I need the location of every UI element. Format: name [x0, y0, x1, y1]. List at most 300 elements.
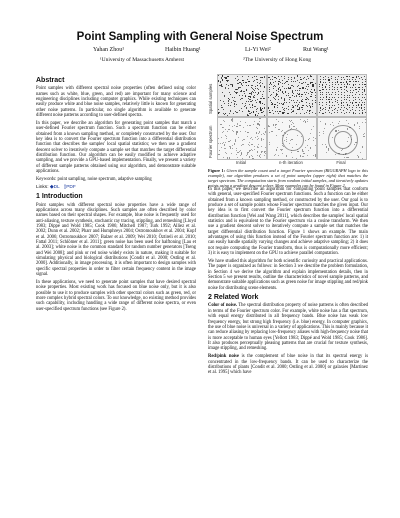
sample-dot	[257, 82, 258, 83]
sample-dot	[334, 112, 335, 113]
spectrum-speck	[237, 152, 238, 153]
sample-dot	[252, 100, 253, 101]
sample-dot	[256, 111, 257, 112]
sample-dot	[344, 95, 345, 96]
sample-dot	[233, 113, 234, 114]
sample-dot	[365, 81, 366, 82]
sample-dot	[328, 99, 329, 100]
sample-dot	[242, 95, 243, 96]
sample-dot	[260, 91, 261, 92]
spectrum-speck	[363, 136, 364, 137]
sample-dot	[293, 86, 294, 87]
sample-dot	[331, 107, 332, 108]
sample-dot	[361, 107, 362, 108]
spectrum-speck	[252, 156, 253, 157]
sample-dot	[284, 78, 285, 79]
sample-dot	[362, 97, 363, 98]
sample-dot	[218, 75, 219, 76]
sample-dot	[249, 93, 250, 94]
sample-dot	[310, 76, 311, 77]
sample-dot	[326, 102, 327, 103]
spectrum-speck	[276, 135, 277, 136]
sample-dot	[297, 86, 298, 87]
spectrum-speck	[258, 144, 259, 145]
sample-dot	[356, 92, 357, 93]
spectrum-speck	[300, 119, 301, 120]
spectrum-speck	[282, 130, 283, 131]
spectrum-speck	[224, 148, 225, 149]
spectrum-speck	[245, 131, 246, 132]
sample-dot	[325, 112, 326, 113]
spectrum-speck	[278, 155, 279, 156]
sample-dot	[355, 99, 356, 100]
pdf-link[interactable]: PDF	[66, 184, 76, 190]
sample-dot	[326, 94, 327, 95]
sample-dot	[290, 97, 291, 98]
sample-dot	[325, 107, 326, 108]
sample-dot	[322, 105, 323, 106]
sample-dot	[322, 84, 323, 85]
spectrum-speck	[325, 144, 326, 145]
sample-dot	[259, 83, 260, 84]
spectrum-speck	[244, 139, 245, 140]
sample-dot	[334, 109, 335, 110]
sample-dot	[359, 99, 360, 100]
intro-paragraph: Point samples with different spectral noise properties have a wide range of applications across many disciplines. Such samples are often described by color names based on their spectral shapes. For example, blue noise is frequently used for anti-aliasing, texture synthesis, stochastic ray tracing, stippling, and remeshing [Lloyd 1983; Dippé and Wold 1985; Cook 1986; Mitchell 1987; Turk 1992; Alliez et al. 2002; Dunn et al. 2002; Pharr and Humphreys 2004; Ostromoukhov et al. 2004; Kopf et al. 2006; Ostromoukhov 2007; Balzer et al. 2009; Wei 2010; Öztireli et al. 2010; Fattal 2011; Schlömer et al. 2011]; green noise has been used for halftoning [Lau et al. 2003]; white noise is the common standard for random number generators [Tseng and Wei 2008]; and pink or red noise widely exists in nature, making it suitable for simulating physical and biological distributions [Condit et al. 2000; Ostling et al. 2000]. Additionally, in image processing, it is often important to design samples with specific spectral properties in order to filter certain frequency content in the image signal.	[36, 202, 196, 278]
sample-dot	[364, 102, 365, 103]
sample-dot	[353, 97, 354, 98]
sample-dot	[250, 113, 251, 114]
sample-dot	[352, 87, 353, 88]
spectrum-speck	[269, 144, 270, 145]
sample-dot	[273, 113, 274, 114]
sample-dot	[297, 100, 298, 101]
sample-dot	[347, 104, 348, 105]
body-paragraph: We have studied this algorithm for both scientific curiosity and practical applications. The paper is organized as follows: in Section 3 we describe the problem formulation, in Section 4 we derive the algorithm and explain implementation details, then in Section 5 we present results, outline the characteristics of novel sample patterns, and demonstrate suitable applications such as green noise for image stippling and red/pink noise for distributing scene elements.	[208, 259, 368, 291]
paper-title: Point Sampling with General Noise Spectrum	[76, 31, 324, 43]
sample-dot	[257, 108, 258, 109]
sample-dot	[331, 76, 332, 77]
spectrum-speck	[236, 154, 237, 155]
spectrum-speck	[328, 148, 329, 149]
sample-dot	[278, 99, 279, 100]
spectrum-speck	[268, 126, 269, 127]
sample-dot	[359, 94, 360, 95]
sample-dot	[289, 99, 290, 100]
sample-dot	[242, 103, 243, 104]
sample-dot	[359, 84, 360, 85]
spectrum-speck	[347, 157, 348, 158]
col-label-initial: Initial	[235, 160, 247, 165]
spectrum-speck	[226, 138, 227, 139]
sample-dot	[279, 103, 280, 104]
spectrum-speck	[252, 150, 253, 151]
spectrum-speck	[305, 147, 306, 148]
sample-dot	[288, 79, 289, 80]
sample-dot	[337, 102, 338, 103]
spectrum-speck	[220, 124, 221, 125]
spectrum-speck	[339, 121, 340, 122]
sample-dot	[283, 103, 284, 104]
spectrum-speck	[315, 138, 316, 139]
sample-dot	[262, 94, 263, 95]
sample-dot	[352, 92, 353, 93]
spectrum-speck	[275, 125, 276, 126]
spectrum-speck	[326, 152, 327, 153]
sample-dot	[291, 81, 292, 82]
sample-dot	[237, 80, 238, 81]
sample-dot	[286, 81, 287, 82]
sample-dot	[308, 93, 309, 94]
spectrum-speck	[330, 124, 331, 125]
sample-dot	[350, 110, 351, 111]
sample-dot	[296, 113, 297, 114]
sample-dot	[269, 89, 270, 90]
spectrum-speck	[236, 126, 237, 127]
sample-dot	[307, 106, 308, 107]
sample-dot	[337, 100, 338, 101]
spectrum-speck	[293, 123, 294, 124]
sample-dot	[231, 102, 232, 103]
sample-dot	[349, 81, 350, 82]
sample-dot	[311, 89, 312, 90]
sample-dot	[283, 93, 284, 94]
sample-dot	[335, 79, 336, 80]
spectrum-speck	[259, 131, 260, 132]
spectrum-speck	[226, 136, 227, 137]
spectrum-speck	[222, 143, 223, 144]
sample-dot	[306, 86, 307, 87]
sample-dot	[361, 100, 362, 101]
sample-dot	[271, 84, 272, 85]
sample-dot	[220, 85, 221, 86]
sample-dot	[272, 79, 273, 80]
sample-dot	[299, 88, 300, 89]
sample-dot	[346, 81, 347, 82]
sample-dot	[251, 101, 252, 102]
spectrum-speck	[282, 122, 283, 123]
sample-dot	[243, 91, 244, 92]
sample-dot	[222, 86, 223, 87]
spectrum-speck	[232, 145, 233, 146]
sample-dot	[338, 107, 339, 108]
sample-dot	[262, 96, 263, 97]
sample-dot	[227, 115, 228, 116]
sample-dot	[302, 109, 303, 110]
sample-dot	[362, 102, 363, 103]
sample-dot	[332, 86, 333, 87]
sample-dot	[262, 103, 263, 104]
spectrum-speck	[228, 141, 229, 142]
spectrum-speck	[259, 155, 260, 156]
sample-dot	[260, 98, 261, 99]
sample-dot	[282, 80, 283, 81]
spectrum-speck	[320, 121, 321, 122]
spectrum-speck	[307, 145, 308, 146]
sample-dot	[362, 87, 363, 88]
sample-dot	[278, 91, 279, 92]
spectrum-speck	[251, 144, 252, 145]
sample-dot	[308, 86, 309, 87]
sample-dot	[353, 100, 354, 101]
sample-dot	[273, 88, 274, 89]
spectrum-speck	[254, 121, 255, 122]
sample-dot	[305, 94, 306, 95]
sample-dot	[237, 112, 238, 113]
sample-dot	[310, 110, 311, 111]
sample-dot	[279, 87, 280, 88]
sample-dot	[340, 87, 341, 88]
spectrum-speck	[227, 157, 228, 158]
sample-dot	[264, 115, 265, 116]
sample-dot	[275, 86, 276, 87]
caption-text: Given the sample count and a target Fourier spectrum (BIGGRAPH logo in this example), our algorithm produces a set of point samples (upper right) that matches the target spectrum. The computation starts from random initial samples, and iteratively updates points using a gradient descent solver. More examples can be found in Figure 2.	[208, 168, 368, 188]
spatial-initial-panel	[217, 74, 267, 117]
spectrum-speck	[307, 155, 308, 156]
spectrum-speck	[218, 143, 219, 144]
sample-dot	[319, 90, 320, 91]
sample-dot	[249, 113, 250, 114]
spectrum-speck	[359, 128, 360, 129]
sample-dot	[292, 111, 293, 112]
sample-dot	[326, 84, 327, 85]
sample-dot	[260, 86, 261, 87]
sample-dot	[331, 99, 332, 100]
sample-dot	[320, 94, 321, 95]
sample-dot	[326, 92, 327, 93]
sample-dot	[249, 81, 250, 82]
sample-dot	[256, 76, 257, 77]
sample-dot	[255, 106, 256, 107]
sample-dot	[350, 102, 351, 103]
sample-dot	[358, 104, 359, 105]
sample-dot	[322, 99, 323, 100]
sample-dot	[329, 94, 330, 95]
sample-dot	[218, 109, 219, 110]
sample-dot	[299, 96, 300, 97]
sample-dot	[341, 112, 342, 113]
sample-dot	[228, 103, 229, 104]
sample-dot	[340, 82, 341, 83]
sample-dot	[307, 76, 308, 77]
sample-dot	[364, 104, 365, 105]
sample-dot	[358, 87, 359, 88]
sample-dot	[291, 77, 292, 78]
author-name: Rui Wang¹	[303, 47, 329, 53]
sample-dot	[224, 103, 225, 104]
dl-link-icon[interactable]: ◆	[49, 184, 54, 190]
sample-dot	[341, 107, 342, 108]
sample-dot	[288, 88, 289, 89]
spectrum-speck	[233, 131, 234, 132]
sample-dot	[358, 76, 359, 77]
sample-dot	[275, 99, 276, 100]
spectrum-speck	[277, 147, 278, 148]
sample-dot	[232, 85, 233, 86]
sample-dot	[337, 112, 338, 113]
sample-dot	[308, 99, 309, 100]
spectrum-speck	[323, 133, 324, 134]
spectrum-speck	[274, 155, 275, 156]
sample-dot	[238, 83, 239, 84]
sample-dot	[361, 104, 362, 105]
sample-dot	[347, 83, 348, 84]
sample-dot	[280, 89, 281, 90]
sample-dot	[349, 76, 350, 77]
sample-dot	[269, 112, 270, 113]
sample-dot	[234, 106, 235, 107]
sample-dot	[341, 89, 342, 90]
spectrum-speck	[254, 149, 255, 150]
sample-dot	[254, 97, 255, 98]
sample-dot	[251, 94, 252, 95]
sample-dot	[347, 91, 348, 92]
spectrum-speck	[307, 119, 308, 120]
spectrum-speck	[229, 125, 230, 126]
spectrum-speck	[276, 149, 277, 150]
spectrum-speck	[307, 121, 308, 122]
fourier-nth-panel	[267, 117, 317, 160]
spectrum-speck	[362, 122, 363, 123]
sample-dot	[288, 84, 289, 85]
sample-dot	[274, 106, 275, 107]
sample-dot	[338, 84, 339, 85]
sample-dot	[293, 81, 294, 82]
spectrum-speck	[348, 123, 349, 124]
spectrum-speck	[309, 138, 310, 139]
spectrum-speck	[234, 125, 235, 126]
sample-dot	[334, 105, 335, 106]
spectrum-speck	[237, 157, 238, 158]
sample-dot	[325, 79, 326, 80]
spectrum-speck	[249, 142, 250, 143]
sample-dot	[328, 110, 329, 111]
sample-dot	[257, 115, 258, 116]
author-name: Li-Yi Wei²	[245, 47, 271, 53]
sample-dot	[248, 85, 249, 86]
sample-dot	[305, 82, 306, 83]
sample-dot	[349, 105, 350, 106]
sample-dot	[356, 105, 357, 106]
sample-dot	[346, 76, 347, 77]
sample-dot	[229, 99, 230, 100]
sample-dot	[319, 102, 320, 103]
sample-dot	[290, 87, 291, 88]
spectrum-speck	[291, 124, 292, 125]
sample-dot	[296, 96, 297, 97]
spatial-final-panel	[317, 74, 367, 117]
sample-dot	[358, 81, 359, 82]
sample-dot	[365, 86, 366, 87]
sample-dot	[306, 79, 307, 80]
sample-dot	[240, 87, 241, 88]
sample-dot	[352, 107, 353, 108]
sample-dot	[260, 80, 261, 81]
sample-dot	[291, 100, 292, 101]
sample-dot	[353, 90, 354, 91]
sample-dot	[293, 106, 294, 107]
sample-dot	[362, 79, 363, 80]
spectrum-speck	[218, 138, 219, 139]
sample-dot	[312, 86, 313, 87]
sample-dot	[236, 104, 237, 105]
sample-dot	[338, 91, 339, 92]
sample-dot	[323, 77, 324, 78]
sample-dot	[278, 83, 279, 84]
sample-dot	[334, 87, 335, 88]
sample-dot	[332, 102, 333, 103]
sample-dot	[255, 88, 256, 89]
sample-dot	[349, 84, 350, 85]
sample-dot	[306, 102, 307, 103]
dl-link[interactable]: DL	[53, 184, 60, 190]
spectrum-speck	[220, 143, 221, 144]
sample-dot	[278, 96, 279, 97]
sample-dot	[228, 88, 229, 89]
sample-dot	[350, 90, 351, 91]
sample-dot	[298, 94, 299, 95]
spectrum-speck	[335, 154, 336, 155]
sample-dot	[358, 97, 359, 98]
sample-dot	[331, 113, 332, 114]
sample-dot	[274, 104, 275, 105]
sample-dot	[347, 109, 348, 110]
sample-dot	[355, 94, 356, 95]
sample-dot	[341, 97, 342, 98]
spectrum-speck	[222, 127, 223, 128]
sample-dot	[349, 107, 350, 108]
intro-paragraph: In these applications, we need to generate point samples that have desired spectral noise properties. Most existing work has focused on blue noise only, but it is also possible to use it to produce samples with other spectral colors such as green, red, or more complex hybrid spectral colors. To our knowledge, no existing method provides such capability, including handling a wide range of different noise spectra, or even user-specified spectrum functions (see Figure 2).	[36, 280, 196, 312]
sample-dot	[225, 88, 226, 89]
sample-dot	[314, 89, 315, 90]
sample-dot	[347, 95, 348, 96]
sample-dot	[284, 83, 285, 84]
spectrum-speck	[308, 139, 309, 140]
sample-dot	[319, 112, 320, 113]
sample-dot	[249, 104, 250, 105]
sample-dot	[239, 82, 240, 83]
sample-dot	[323, 79, 324, 80]
sample-dot	[358, 91, 359, 92]
spectrum-speck	[250, 138, 251, 139]
sample-dot	[329, 85, 330, 86]
sample-dot	[242, 111, 243, 112]
sample-dot	[272, 76, 273, 77]
sample-dot	[344, 107, 345, 108]
spectrum-speck	[238, 137, 239, 138]
spectrum-speck	[249, 156, 250, 157]
sample-dot	[346, 102, 347, 103]
sample-dot	[278, 88, 279, 89]
sample-dot	[262, 112, 263, 113]
spectrum-speck	[302, 156, 303, 157]
sample-dot	[273, 92, 274, 93]
sample-dot	[220, 100, 221, 101]
pdf-link-icon[interactable]: ▯	[63, 184, 67, 190]
sample-dot	[294, 102, 295, 103]
sample-dot	[337, 110, 338, 111]
sample-dot	[276, 78, 277, 79]
sample-dot	[302, 83, 303, 84]
spectrum-speck	[230, 147, 231, 148]
sample-dot	[245, 95, 246, 96]
sample-dot	[288, 109, 289, 110]
sample-dot	[319, 86, 320, 87]
affiliation: ²The University of Hong Kong	[243, 57, 311, 63]
spectrum-speck	[281, 150, 282, 151]
spectrum-speck	[234, 143, 235, 144]
figure-1	[208, 74, 368, 188]
